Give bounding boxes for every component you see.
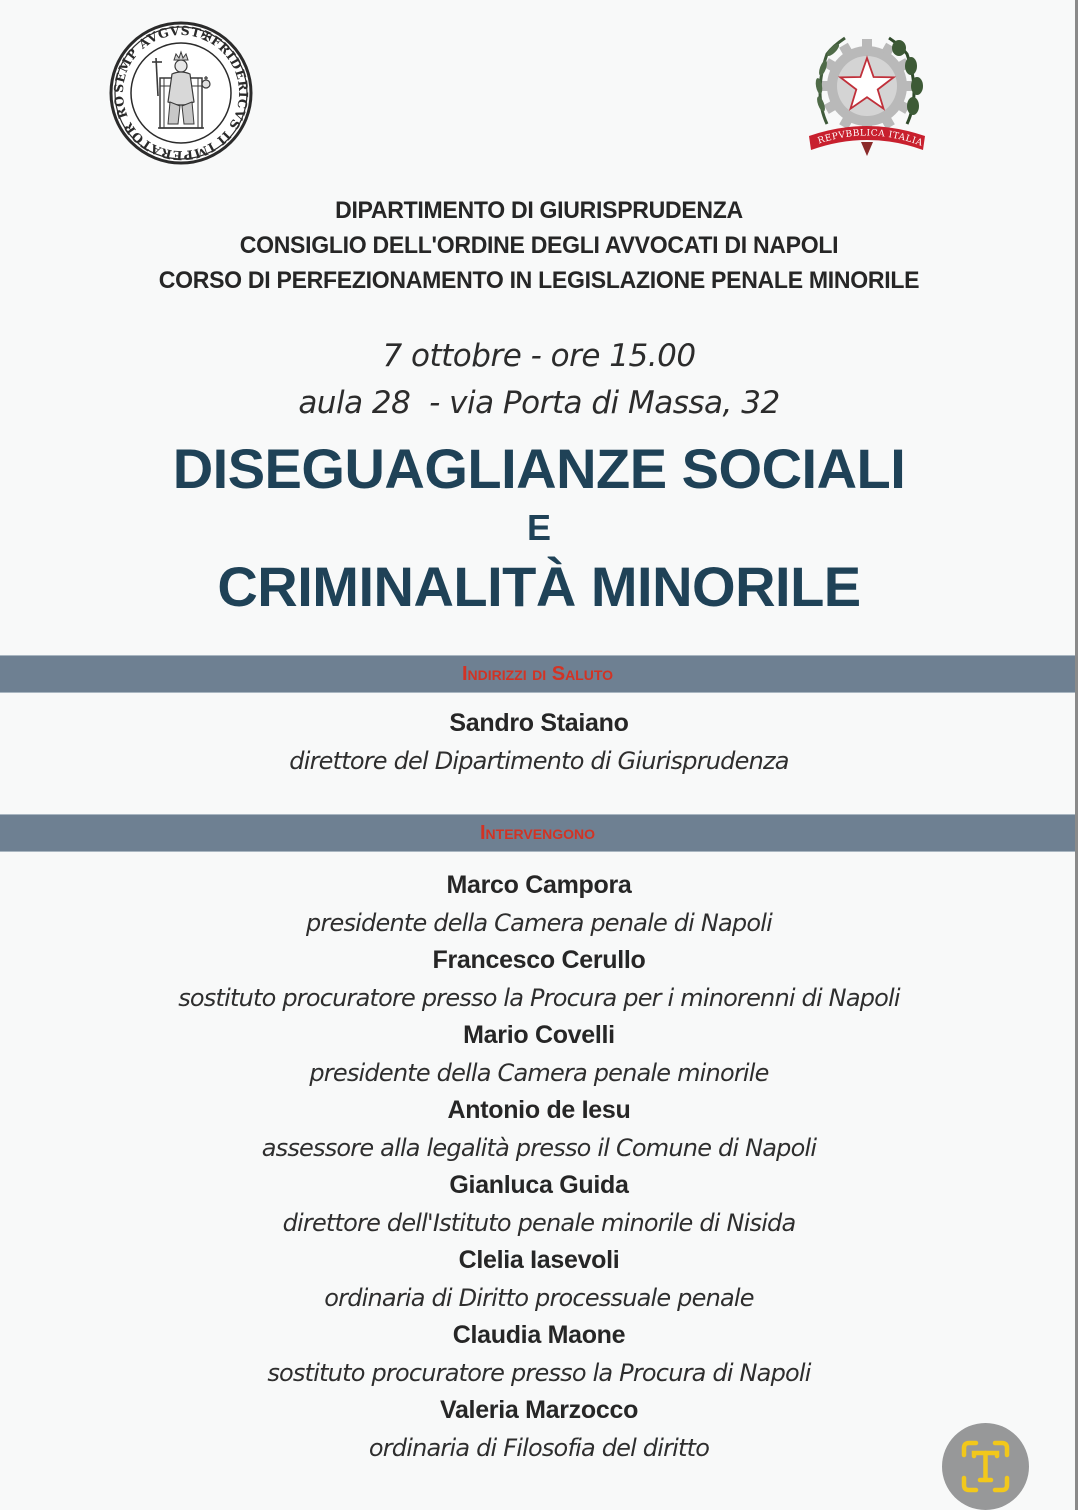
speaker-role: presidente della Camera penale minorile	[309, 1058, 769, 1087]
organizer-course: CORSO DI PERFEZIONAMENTO IN LEGISLAZIONE PENALE MINORILE	[158, 267, 920, 294]
italian-republic-emblem-logo	[805, 24, 929, 160]
event-date-time: 7 ottobre - ore 15.00	[382, 338, 696, 374]
speaker-entry	[0, 1017, 1078, 1092]
speaker-entry	[0, 1242, 1078, 1317]
organizers-block	[0, 193, 1078, 298]
speaker-role: ordinaria di Diritto processuale penale	[324, 1283, 754, 1312]
speaker-name: Antonio de Iesu	[447, 1096, 631, 1124]
title-line-2: CRIMINALITÀ MINORILE	[217, 555, 861, 618]
speaker-name: Clelia Iasevoli	[458, 1246, 620, 1274]
saluto-speakers-list	[0, 705, 1078, 780]
speaker-entry	[0, 1317, 1078, 1392]
university-seal-logo	[108, 20, 254, 166]
speaker-role: sostituto procuratore presso la Procura di Napoli	[267, 1358, 811, 1387]
speaker-entry	[0, 1167, 1078, 1242]
text-recognition-icon	[942, 1423, 1029, 1510]
event-details	[0, 333, 1078, 427]
section-header-saluto	[0, 655, 1075, 693]
speaker-entry	[0, 867, 1078, 942]
speaker-entry	[0, 1392, 1078, 1467]
speaker-role: direttore dell'Istituto penale minorile di Nisida	[282, 1208, 796, 1237]
speaker-entry	[0, 942, 1078, 1017]
speaker-role: presidente della Camera penale di Napoli	[306, 908, 772, 937]
svg-text:REPVBBLICA ITALIANA: REPVBBLICA ITALIA	[816, 128, 925, 149]
svg-text:SEMP AVGVST✠FRIDERICVS II IMPE: SEMP AVGVST✠FRIDERICVS II IMPERATOR RO	[110, 22, 252, 164]
section-header-intervengono	[0, 814, 1075, 852]
event-location: aula 28 - via Porta di Massa, 32	[298, 385, 780, 421]
organizer-department: DIPARTIMENTO DI GIURISPRUDENZA	[335, 197, 743, 224]
speaker-entry	[0, 1092, 1078, 1167]
title-conjunction: E	[526, 507, 551, 548]
organizer-bar-council: CONSIGLIO DELL'ORDINE DEGLI AVVOCATI DI NAPOLI	[239, 232, 839, 259]
speaker-name: Francesco Cerullo	[432, 946, 646, 974]
speaker-name: Gianluca Guida	[449, 1171, 629, 1199]
speaker-role: sostituto procuratore presso la Procura per i minorenni di Napoli	[178, 983, 900, 1012]
speaker-name: Valeria Marzocco	[439, 1396, 639, 1424]
section-label-intervengono: Intervengono	[480, 822, 595, 844]
speaker-name: Marco Campora	[446, 871, 632, 899]
intervengono-speakers-list	[0, 867, 1078, 1467]
text-recognition-button[interactable]	[942, 1423, 1029, 1510]
speaker-role: ordinaria di Filosofia del diritto	[368, 1433, 710, 1462]
speaker-entry	[0, 705, 1078, 780]
speaker-name: Sandro Staiano	[449, 709, 629, 737]
section-label-saluto: Indirizzi di Saluto	[461, 663, 614, 685]
speaker-role: direttore del Dipartimento di Giurisprudenza	[289, 746, 789, 775]
event-title	[0, 435, 1078, 621]
speaker-name: Mario Covelli	[463, 1021, 615, 1049]
speaker-name: Claudia Maone	[452, 1321, 626, 1349]
title-line-1: DISEGUAGLIANZE SOCIALI	[172, 437, 906, 500]
speaker-role: assessore alla legalità presso il Comune di Napoli	[261, 1133, 817, 1162]
